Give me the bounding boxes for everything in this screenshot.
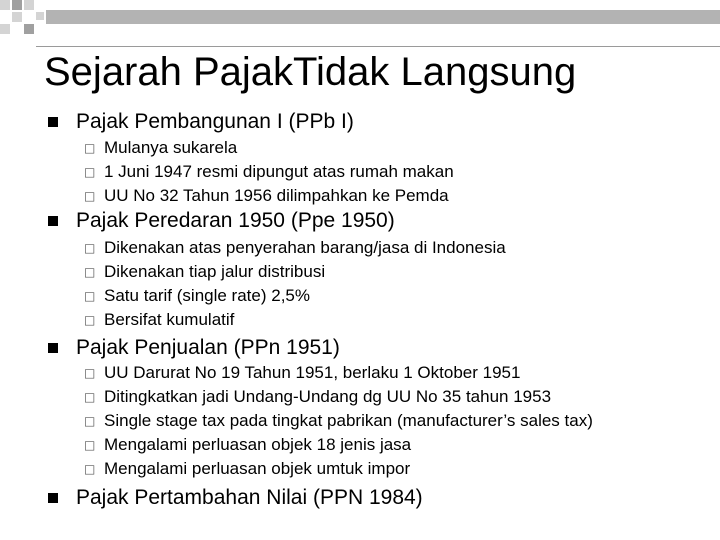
hollow-square-bullet-icon: □ — [84, 241, 96, 255]
square-bullet-icon — [48, 493, 58, 503]
bullet-ppe — [48, 207, 720, 237]
subbullet-text: Ditingkatkan jadi Undang-Undang dg UU No 35 tahun 1953 — [104, 387, 552, 406]
subbullet-text: Satu tarif (single rate) 2,5% — [104, 286, 310, 305]
subbullet-text: 1 Juni 1947 resmi dipungut atas rumah makan — [104, 162, 454, 181]
square-bullet-icon — [48, 117, 58, 127]
bullet-ppn-1984 — [48, 484, 720, 514]
subbullet-text: Dikenakan tiap jalur distribusi — [104, 262, 326, 281]
bullet-text: Pajak Pembangunan I (PPb I) — [76, 110, 354, 133]
subbullet — [84, 309, 720, 333]
square-bullet-icon — [48, 216, 58, 226]
subbullet — [84, 237, 720, 261]
subbullet — [84, 362, 720, 386]
subbullet-text: Bersifat kumulatif — [104, 310, 235, 329]
hollow-square-bullet-icon: □ — [84, 313, 96, 327]
bullet-ppn-1951 — [48, 334, 720, 364]
subbullet — [84, 410, 720, 434]
bullet-text: Pajak Peredaran 1950 (Ppe 1950) — [76, 209, 395, 232]
bullet-ppb — [48, 108, 720, 138]
subbullet — [84, 161, 720, 185]
subbullet-text: Mengalami perluasan objek 18 jenis jasa — [104, 435, 412, 454]
bullet-text: Pajak Penjualan (PPn 1951) — [76, 336, 340, 359]
hollow-square-bullet-icon: □ — [84, 189, 96, 203]
bullet-text: Pajak Pertambahan Nilai (PPN 1984) — [76, 486, 423, 509]
subbullet-text: Dikenakan atas penyerahan barang/jasa di Indonesia — [104, 238, 506, 257]
subbullet-text: Mengalami perluasan objek umtuk impor — [104, 459, 411, 478]
subbullet-text: Single stage tax pada tingkat pabrikan (manufacturer’s sales tax) — [104, 411, 593, 430]
subbullet-text: Mulanya sukarela — [104, 138, 238, 157]
hollow-square-bullet-icon: □ — [84, 265, 96, 279]
subbullet — [84, 185, 720, 209]
subbullet — [84, 434, 720, 458]
subbullet — [84, 386, 720, 410]
subbullet-text: UU No 32 Tahun 1956 dilimpahkan ke Pemda — [104, 186, 449, 205]
hollow-square-bullet-icon: □ — [84, 438, 96, 452]
hollow-square-bullet-icon: □ — [84, 366, 96, 380]
hollow-square-bullet-icon: □ — [84, 141, 96, 155]
slide-title: Sejarah PajakTidak Langsung — [44, 50, 577, 94]
subbullet — [84, 137, 720, 161]
hollow-square-bullet-icon: □ — [84, 414, 96, 428]
hollow-square-bullet-icon: □ — [84, 289, 96, 303]
hollow-square-bullet-icon: □ — [84, 390, 96, 404]
square-bullet-icon — [48, 343, 58, 353]
subbullet — [84, 458, 720, 482]
subbullet — [84, 261, 720, 285]
subbullet-text: UU Darurat No 19 Tahun 1951, berlaku 1 Oktober 1951 — [104, 363, 521, 382]
hollow-square-bullet-icon: □ — [84, 165, 96, 179]
hollow-square-bullet-icon: □ — [84, 462, 96, 476]
subbullet — [84, 285, 720, 309]
